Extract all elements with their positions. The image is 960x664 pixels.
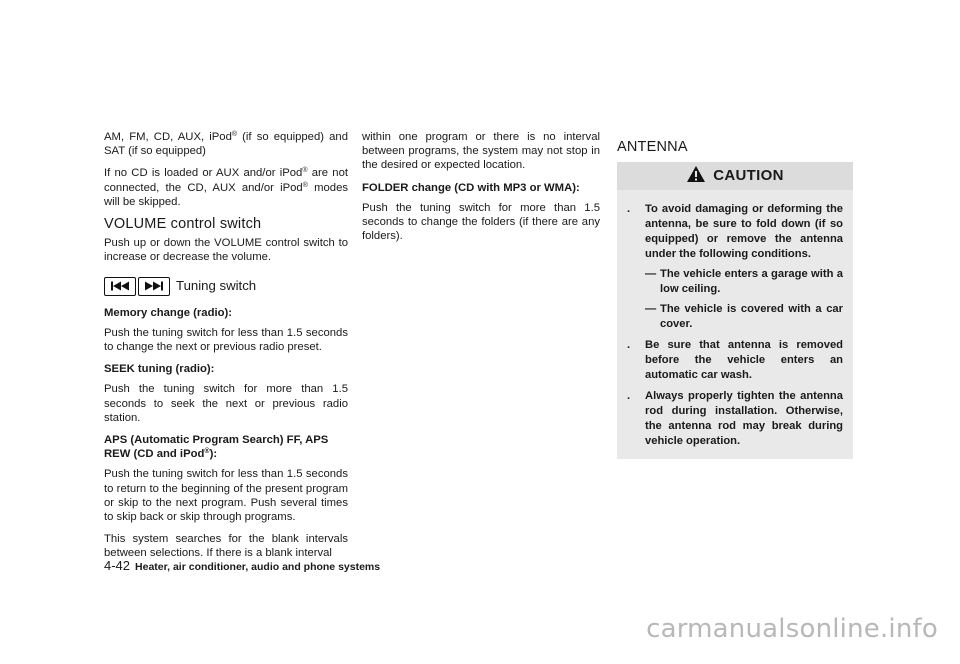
caution-subitem — [645, 267, 843, 297]
dash: — — [645, 268, 657, 281]
caution-item — [627, 389, 843, 449]
warning-icon — [686, 165, 706, 187]
volume-heading: VOLUME control switch — [104, 216, 262, 233]
skip-forward-icon — [138, 277, 170, 296]
system-text: This system searches for the blank intervals between selections. If there is a blank interval — [104, 533, 348, 560]
caution-item-text: Be sure that antenna is removed before the vehicle enters an automatic car wash. — [645, 339, 843, 382]
subitem-text: The vehicle is covered with a car cover. — [660, 303, 843, 331]
caution-subitem — [645, 302, 843, 332]
antenna-heading: ANTENNA — [617, 139, 688, 155]
caution-item — [627, 202, 843, 332]
seek-tuning-title: SEEK tuning (radio): — [104, 363, 215, 376]
bullet: . — [627, 339, 631, 352]
volume-text: Push up or down the VOLUME control switch to increase or decrease the volume. — [104, 237, 348, 264]
tuning-switch-label: Tuning switch — [176, 278, 257, 294]
column-left — [104, 130, 348, 569]
aps-title: APS (Automatic Program Search) FF, APS REW (CD and iPod®): — [104, 434, 329, 461]
caution-header — [617, 162, 853, 190]
caution-box — [617, 162, 853, 459]
caution-item-text: To avoid damaging or deforming the antenna, be sure to fold down (if so equipped) or remove the antenna under the following conditions. — [645, 203, 843, 261]
memory-change-text: Push the tuning switch for less than 1.5 seconds to change the next or previous radio preset. — [104, 326, 348, 354]
bullet: . — [627, 390, 631, 403]
section-title: Heater, air conditioner, audio and phone systems — [135, 561, 381, 573]
skip-paragraph: If no CD is loaded or AUX and/or iPod® are not connected, the CD, AUX and/or iPod® modes will be skipped. — [104, 167, 349, 208]
subitem-text: The vehicle enters a garage with a low ceiling. — [660, 268, 843, 296]
watermark: carmanualsonline.info — [646, 614, 938, 644]
caution-title: CAUTION — [713, 167, 784, 185]
dash: — — [645, 303, 657, 316]
caution-item — [627, 338, 843, 383]
continued-text: within one program or there is no interval between programs, the system may not stop in the desired or expected location. — [362, 131, 600, 172]
memory-change-title: Memory change (radio): — [104, 306, 233, 319]
folder-change-title: FOLDER change (CD with MP3 or WMA): — [362, 181, 580, 194]
bullet: . — [627, 203, 631, 216]
seek-tuning-text: Push the tuning switch for more than 1.5 seconds to seek the next or previous radio station. — [104, 383, 348, 424]
page-footer — [104, 558, 380, 573]
skip-back-icon — [104, 277, 136, 296]
column-middle — [362, 130, 600, 251]
modes-paragraph: AM, FM, CD, AUX, iPod® (if so equipped) and SAT (if so equipped) — [104, 131, 348, 158]
folder-change-text: Push the tuning switch for more than 1.5 seconds to change the folders (if there are any folders). — [362, 201, 600, 243]
aps-text: Push the tuning switch for less than 1.5 seconds to return to the beginning of the present program or skip to the next program. Push several times to skip back or skip through programs. — [104, 468, 348, 524]
tuning-switch-heading — [104, 277, 348, 296]
caution-item-text: Always properly tighten the antenna rod during installation. Otherwise, the antenna rod may break during vehicle operation. — [645, 390, 843, 448]
column-right — [617, 140, 853, 459]
page-number: 4-42 — [104, 558, 131, 573]
